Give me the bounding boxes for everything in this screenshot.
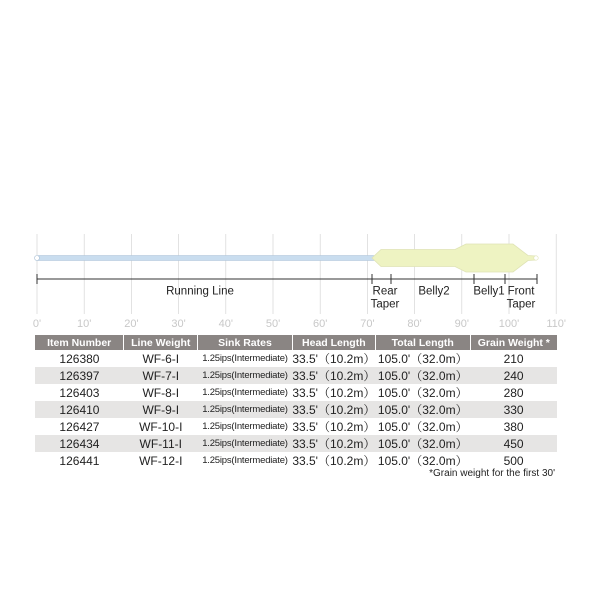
cell-item-number: 126434 bbox=[35, 435, 124, 452]
cell-total-length: 105.0'（32.0m） bbox=[377, 386, 468, 400]
axis-tick-label: 40' bbox=[218, 318, 233, 330]
line-tip bbox=[35, 256, 40, 261]
cell-grain-weight: 500 bbox=[503, 453, 524, 468]
cell-head-length: 33.5'（10.2m） bbox=[292, 437, 376, 451]
cell-sink-rate: 1.25ips(Intermediate) bbox=[198, 367, 293, 384]
cell-sink-rate: 1.25ips(Intermediate) bbox=[198, 435, 293, 452]
cell-line-weight: WF-11-I bbox=[124, 435, 198, 452]
cell-head-length: 33.5'（10.2m） bbox=[292, 386, 376, 400]
cell-grain-weight: 280 bbox=[503, 385, 524, 400]
cell-item-number: 126427 bbox=[59, 419, 100, 434]
length-axis-labels bbox=[33, 318, 566, 330]
col-header-sink-rates: Sink Rates bbox=[198, 335, 293, 350]
cell-head-length: 33.5'（10.2m） bbox=[292, 420, 376, 434]
cell-item-number: 126403 bbox=[59, 385, 100, 400]
cell-total-length: 105.0'（32.0m） bbox=[377, 352, 468, 366]
cell-line-weight: WF-10-I bbox=[139, 419, 183, 434]
front-taper-line1: Front bbox=[507, 285, 535, 298]
section-label-front-taper bbox=[507, 286, 536, 311]
cell-total-length: 105.0'（32.0m） bbox=[375, 367, 470, 384]
table-row bbox=[35, 452, 557, 469]
axis-tick-label: 70' bbox=[360, 318, 375, 330]
fly-line-taper-diagram bbox=[0, 228, 600, 338]
axis-tick-label: 0' bbox=[32, 318, 42, 330]
cell-grain-weight: 380 bbox=[503, 419, 524, 434]
table-row bbox=[35, 350, 557, 367]
axis-tick-label: 90' bbox=[454, 318, 469, 330]
table-row bbox=[35, 367, 557, 384]
table-header-row bbox=[35, 335, 557, 350]
head-tip bbox=[534, 256, 538, 260]
axis-tick-label: 60' bbox=[313, 318, 328, 330]
head-shape bbox=[372, 244, 538, 272]
col-header-head-length: Head Length bbox=[292, 335, 375, 350]
cell-line-weight: WF-8-I bbox=[142, 385, 180, 400]
section-label-running-line: Running Line bbox=[166, 285, 234, 298]
axis-tick-label: 50' bbox=[265, 318, 281, 330]
axis-tick-label: 20' bbox=[124, 318, 139, 330]
cell-total-length: 105.0'（32.0m） bbox=[377, 420, 468, 434]
cell-item-number: 126410 bbox=[35, 401, 124, 418]
cell-head-length: 33.5'（10.2m） bbox=[292, 403, 376, 417]
col-header-grain-weight: Grain Weight * bbox=[470, 335, 557, 350]
section-label-rear-taper bbox=[371, 286, 400, 311]
cell-item-number: 126441 bbox=[59, 453, 100, 468]
cell-total-length: 105.0'（32.0m） bbox=[375, 435, 470, 452]
col-header-item-number: Item Number bbox=[35, 335, 124, 350]
rear-taper-line1: Rear bbox=[372, 285, 398, 298]
cell-item-number: 126380 bbox=[59, 351, 100, 366]
cell-head-length: 33.5'（10.2m） bbox=[292, 369, 376, 383]
axis-tick-label: 110' bbox=[546, 318, 567, 330]
table-row bbox=[35, 384, 557, 401]
axis-tick-label: 30' bbox=[171, 318, 186, 330]
section-label-belly2: Belly2 bbox=[418, 285, 450, 298]
axis-tick-label: 100' bbox=[498, 318, 520, 330]
cell-head-length: 33.5'（10.2m） bbox=[292, 454, 376, 468]
axis-tick-label: 80' bbox=[407, 318, 422, 330]
cell-line-weight: WF-6-I bbox=[142, 351, 180, 366]
front-taper-line2: Taper bbox=[506, 298, 536, 311]
spec-table bbox=[35, 335, 557, 469]
col-header-line-weight: Line Weight bbox=[124, 335, 198, 350]
section-label-belly1: Belly1 bbox=[473, 285, 505, 298]
cell-sink-rate: 1.25ips(Intermediate) bbox=[202, 421, 288, 432]
cell-grain-weight: 210 bbox=[503, 351, 524, 366]
cell-sink-rate: 1.25ips(Intermediate) bbox=[198, 401, 293, 418]
col-header-total-length: Total Length bbox=[375, 335, 470, 350]
cell-grain-weight: 240 bbox=[470, 367, 557, 384]
table-row bbox=[35, 401, 557, 418]
cell-grain-weight: 330 bbox=[470, 401, 557, 418]
cell-sink-rate: 1.25ips(Intermediate) bbox=[202, 455, 288, 466]
cell-head-length: 33.5'（10.2m） bbox=[292, 352, 376, 366]
cell-grain-weight: 450 bbox=[470, 435, 557, 452]
table-row bbox=[35, 435, 557, 452]
grain-weight-footnote: *Grain weight for the first 30' bbox=[429, 468, 555, 479]
cell-line-weight: WF-9-I bbox=[124, 401, 198, 418]
axis-tick-label: 10' bbox=[77, 318, 92, 330]
cell-total-length: 105.0'（32.0m） bbox=[377, 454, 468, 468]
cell-item-number: 126397 bbox=[35, 367, 124, 384]
running-line-shape bbox=[36, 256, 376, 261]
rear-taper-line2: Taper bbox=[370, 298, 400, 311]
cell-total-length: 105.0'（32.0m） bbox=[375, 401, 470, 418]
table-body bbox=[35, 350, 557, 469]
table-row bbox=[35, 418, 557, 435]
cell-line-weight: WF-12-I bbox=[139, 453, 183, 468]
cell-sink-rate: 1.25ips(Intermediate) bbox=[202, 387, 288, 398]
cell-sink-rate: 1.25ips(Intermediate) bbox=[202, 353, 288, 364]
cell-line-weight: WF-7-I bbox=[124, 367, 198, 384]
